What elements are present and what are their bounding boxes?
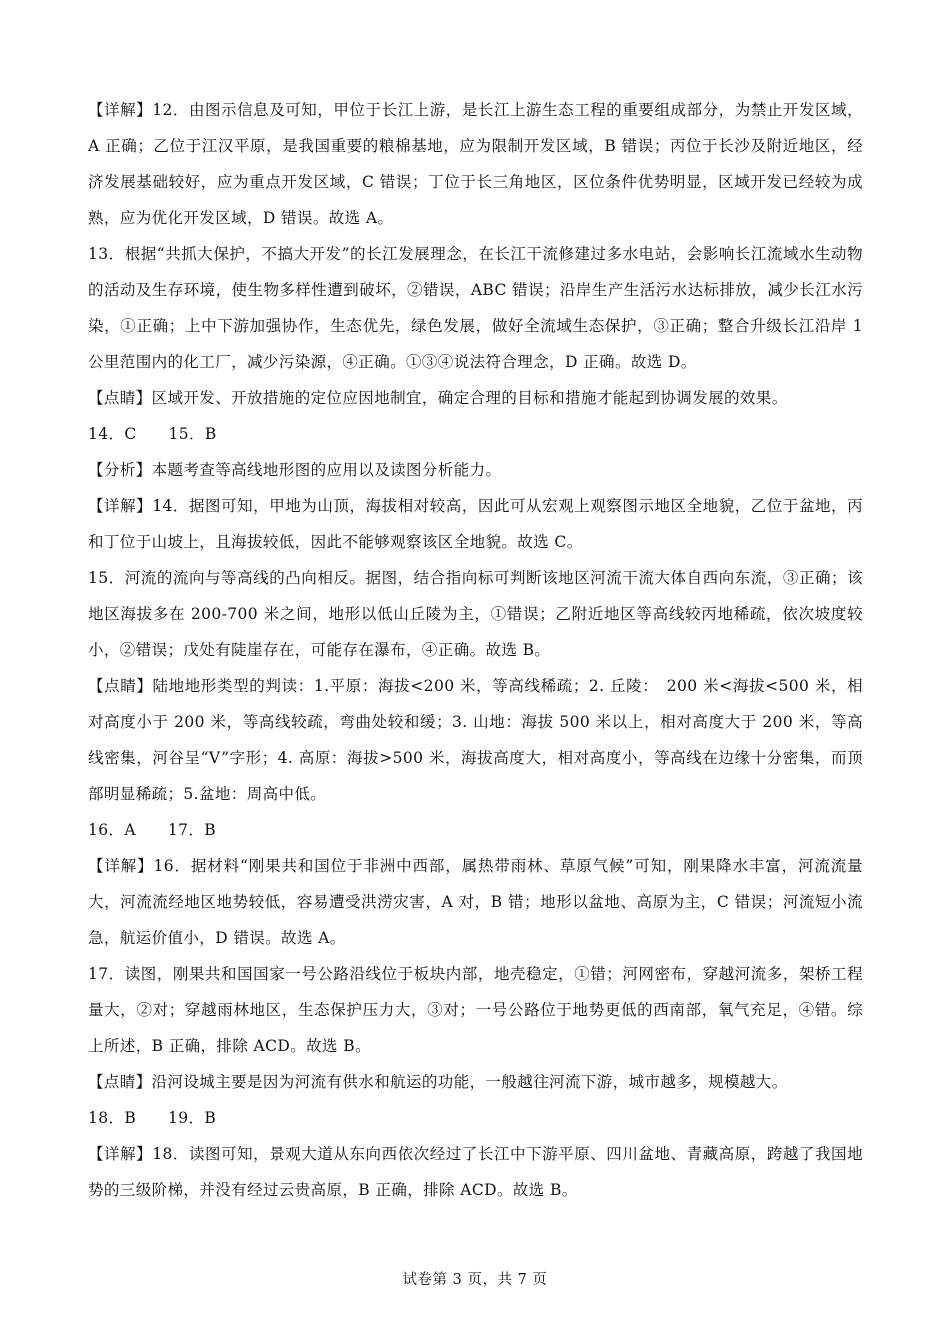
paragraph-18-detail: 【详解】18．读图可知，景观大道从东向西依次经过了长江中下游平原、四川盆地、青藏高原，跨越了我国地势的三级阶梯，并没有经过云贵高原，B 正确，排除 ACD。故选 B。 — [88, 1145, 863, 1199]
answers-18-19: 18．B 19．B — [88, 1109, 217, 1127]
paragraph-17-detail: 17．读图，刚果共和国国家一号公路沿线位于板块内部，地壳稳定，①错；河网密布，穿越河流多，架桥工程量大，②对；穿越雨林地区，生态保护压力大，③对；一号公路位于地势更低的西南部，氧气充足，④错。综上所述，B 正确，排除 ACD。故选 B。 — [88, 965, 863, 1055]
paragraph-15-detail: 15．河流的流向与等高线的凸向相反。据图，结合指向标可判断该地区河流干流大体自西向东流，③正确；该地区海拔多在 200-700 米之间，地形以低山丘陵为主，①错误；乙附近地区等高线较丙地稀疏，依次坡度较小，②错误；戊处有陡崖存在，可能存在瀑布，④正确。故选 B。 — [88, 569, 863, 659]
paragraph-13-detail: 13．根据“共抓大保护，不搞大开发”的长江发展理念，在长江干流修建过多水电站，会影响长江流域水生动物的活动及生存环境，使生物多样性遭到破坏，②错误，ABC 错误；沿岸生产生活污水达标排放，减少长江水污染，①正确；上中下游加强协作，生态优先，绿色发展，做好全流域生态保护，③正确；整合升级长江沿岸 1 公里范围内的化工厂，减少污染源，④正确。①③④说法符合理念，D 正确。故选 D。 — [88, 245, 863, 371]
paragraph-16-detail: 【详解】16．据材料“刚果共和国位于非洲中西部，属热带雨林、草原气候”可知，刚果降水丰富，河流流量大，河流流经地区地势较低，容易遭受洪涝灾害，A 对，B 错；地形以盆地、高原为主，C 错误；河流短小流急，航运价值小，D 错误。故选 A。 — [88, 857, 863, 947]
paragraph-17-note: 【点睛】沿河设城主要是因为河流有供水和航运的功能，一般越往河流下游，城市越多，规模越大。 — [88, 1073, 788, 1091]
paragraph-15-note: 【点睛】陆地地形类型的判读：1.平原：海拔<200 米，等高线稀疏；2. 丘陵： 200 米<海拔<500 米，相对高度小于 200 米，等高线较疏，弯曲处较和缓；3. 山地：海拔 500 米以上，相对高度大于 200 米，等高线密集，河谷呈“V”字形；4. 高原：海拔>500 米，海拔高度大，相对高度小，等高线在边缘十分密集，而顶部明显稀疏；5.盆地：周高中低。 — [88, 677, 863, 803]
paragraph-13-note: 【点睛】区域开发、开放措施的定位应因地制宜，确定合理的目标和措施才能起到协调发展的效果。 — [88, 389, 788, 407]
paragraph-14-analysis: 【分析】本题考查等高线地形图的应用以及读图分析能力。 — [88, 461, 502, 479]
paragraph-12-detail: 【详解】12．由图示信息及可知，甲位于长江上游，是长江上游生态工程的重要组成部分，为禁止开发区域，A 正确；乙位于江汉平原，是我国重要的粮棉基地，应为限制开发区域，B 错误；丙位于长沙及附近地区，经济发展基础较好，应为重点开发区域，C 错误；丁位于长三角地区，区位条件优势明显，区域开发已经较为成熟，应为优化开发区域，D 错误。故选 A。 — [88, 101, 863, 227]
page-footer: 试卷第 3 页，共 7 页 — [402, 1272, 548, 1288]
answers-16-17: 16．A 17．B — [88, 821, 217, 839]
answer-content — [88, 92, 863, 1208]
answers-14-15: 14．C 15．B — [88, 425, 217, 443]
paragraph-14-detail: 【详解】14．据图可知，甲地为山顶，海拔相对较高，因此可从宏观上观察图示地区全地貌，乙位于盆地，丙和丁位于山坡上，且海拔较低，因此不能够观察该区全地貌。故选 C。 — [88, 497, 863, 551]
